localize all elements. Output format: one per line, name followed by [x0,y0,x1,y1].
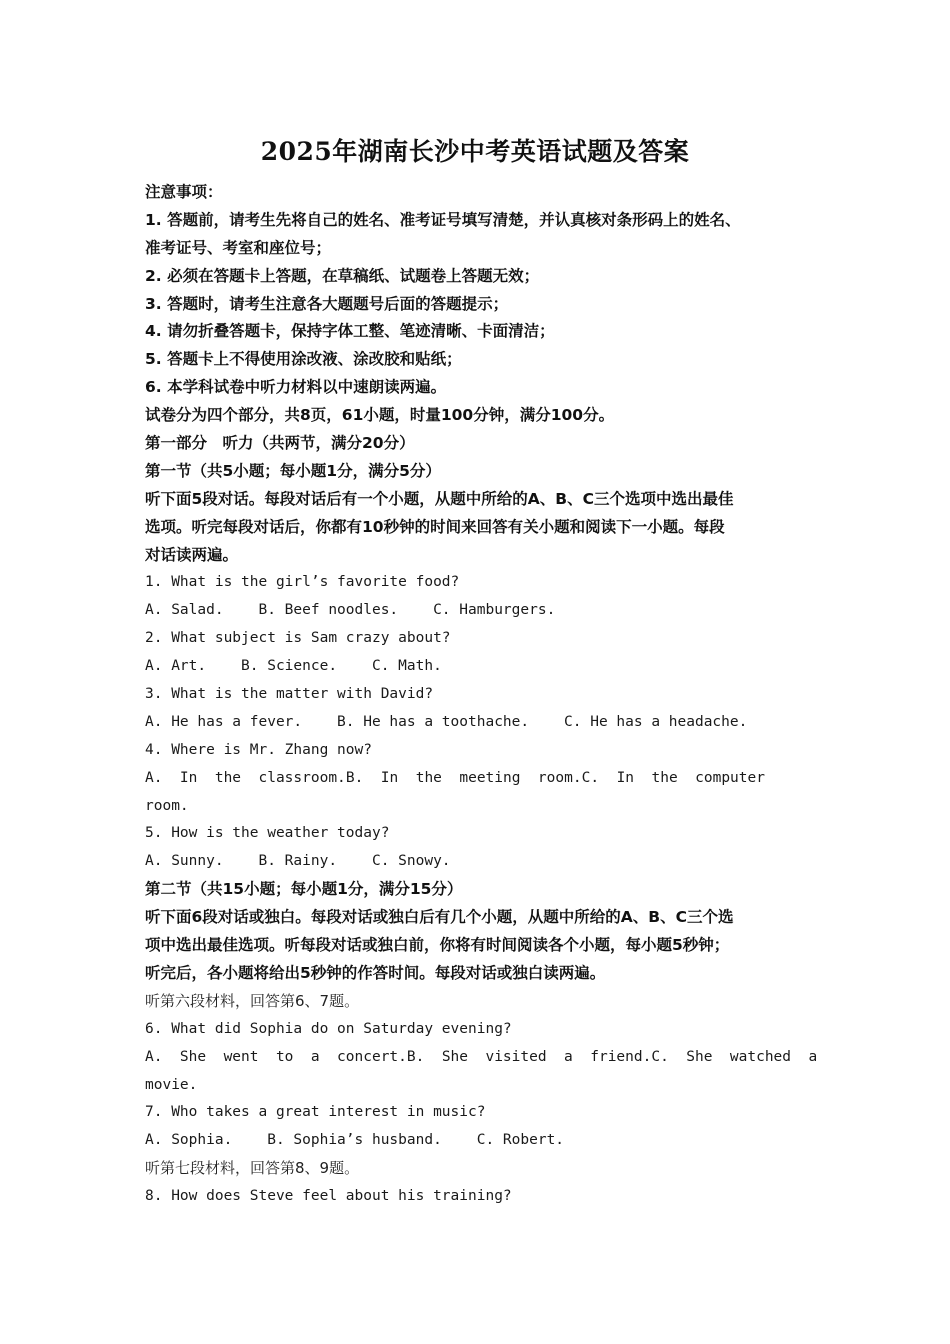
question-5: 5. How is the weather today? [145,825,390,842]
section2-instructions: 听下面6段对话或独白。每段对话或独白后有几个小题，从题中所给的A、B、C三个选 [145,908,734,927]
note-item-5: 5. 答题卡上不得使用涂改液、涂改胶和贴纸； [145,350,462,369]
question-2-options: A. Art. B. Science. C. Math. [145,658,442,675]
question-6: 6. What did Sophia do on Saturday evening? [145,1020,512,1037]
question-6-option-b: B. She visited a friend. [406,1048,652,1065]
question-6-options-cont: movie. [145,1076,198,1093]
question-2: 2. What subject is Sam crazy about? [145,630,451,647]
exam-content [145,179,818,1211]
question-1-options: A. Salad. B. Beef noodles. C. Hamburgers. [145,602,556,619]
part1-heading: 第一部分 听力（共两节，满分20分） [145,434,415,453]
section2-instructions-cont: 项中选出最佳选项。听每段对话或独白前，你将有时间阅读各个小题，每小题5秒钟； [145,936,730,955]
note-item-3: 3. 答题时，请考生注意各大题题号后面的答题提示； [145,294,509,313]
note-item-4: 4. 请勿折叠答题卡，保持字体工整、笔迹清晰、卡面清洁； [145,322,555,341]
question-4-options [145,765,765,793]
question-4-options-cont: room. [145,797,189,814]
question-7-options: A. Sophia. B. Sophia’s husband. C. Robert. [145,1132,565,1149]
note-item-1-cont: 准考证号、考室和座位号； [145,238,332,257]
section1-instructions-end: 对话读两遍。 [145,545,239,564]
section1-instructions: 听下面5段对话。每段对话后有一个小题，从题中所给的A、B、C三个选项中选出最佳 [145,489,734,508]
material-6-label: 听第六段材料，回答第6、7题。 [145,991,360,1010]
section2-instructions-end: 听完后，各小题将给出5秒钟的作答时间。每段对话或独白读两遍。 [145,963,606,982]
note-item-2: 2. 必须在答题卡上答题，在草稿纸、试题卷上答题无效； [145,266,540,285]
note-item-6: 6. 本学科试卷中听力材料以中速朗读两遍。 [145,378,447,397]
question-4-option-b: B. In the meeting room. [345,769,582,786]
section2-heading: 第二节（共15小题；每小题1分，满分15分） [145,880,463,899]
material-7-label: 听第七段材料，回答第8、9题。 [145,1159,360,1178]
section1-instructions-cont: 选项。听完每段对话后，你都有10秒钟的时间来回答有关小题和阅读下一小题。每段 [145,517,725,536]
page-title: 2025年湖南长沙中考英语试题及答案 [260,137,690,166]
question-3: 3. What is the matter with David? [145,686,434,703]
question-4-option-a: A. In the classroom. [145,769,346,786]
note-item-1: 1. 答题前，请考生先将自己的姓名、准考证号填写清楚，并认真核对条形码上的姓名、 [145,210,741,229]
question-6-options [145,1044,818,1072]
question-4-option-c: C. In the computer [581,769,765,786]
notes-heading: 注意事项： [145,183,223,201]
question-8: 8. How does Steve feel about his training? [145,1188,512,1205]
question-4: 4. Where is Mr. Zhang now? [145,741,372,758]
question-7: 7. Who takes a great interest in music? [145,1104,486,1121]
question-3-options: A. He has a fever. B. He has a toothache. C. He has a headache. [145,713,748,730]
question-6-option-a: A. She went to a concert. [145,1048,407,1065]
question-1: 1. What is the girl’s favorite food? [145,574,460,591]
exam-overview: 试卷分为四个部分，共8页，61小题，时量100分钟，满分100分。 [145,406,615,425]
question-6-option-c: C. She watched a [651,1048,818,1065]
question-5-options: A. Sunny. B. Rainy. C. Snowy. [145,853,451,870]
section1-heading: 第一节（共5小题；每小题1分，满分5分） [145,461,441,480]
